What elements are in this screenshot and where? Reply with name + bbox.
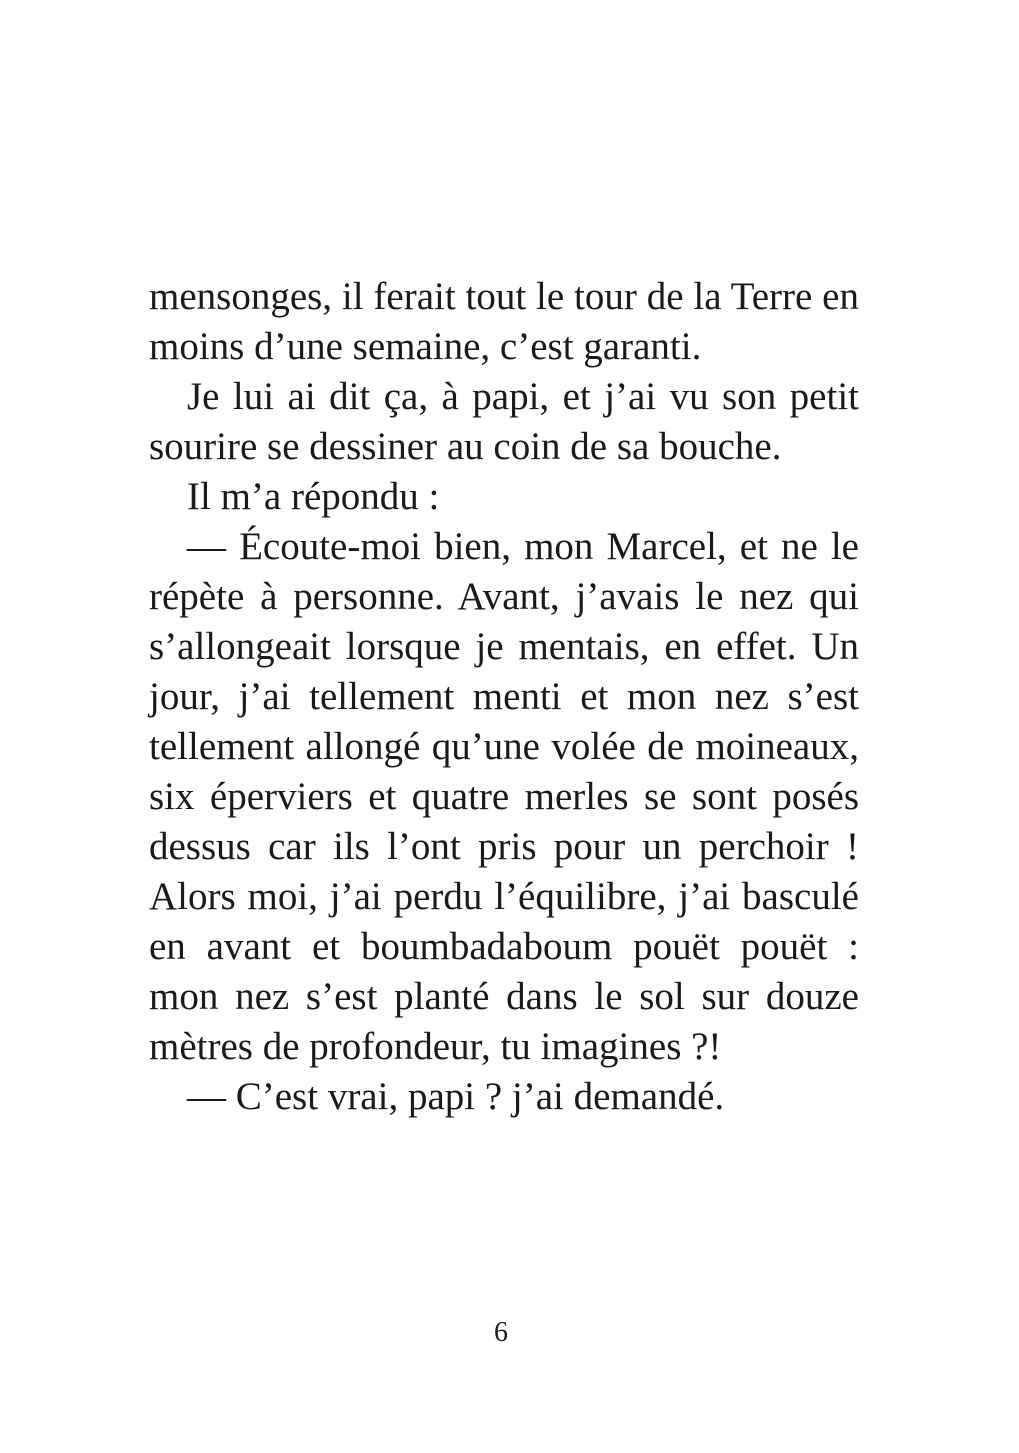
body-text <box>149 272 859 1122</box>
paragraph-papi-smile: Je lui ai dit ça, à papi, et j’ai vu son petit sourire se dessiner au coin de sa bouche. <box>149 375 859 468</box>
dialogue-marcel-question: — C’est vrai, papi ? j’ai demandé. <box>187 1075 725 1118</box>
dialogue-papi-story: — Écoute-moi bien, mon Marcel, et ne le répète à personne. Avant, j’avais le nez qui s’allongeait lorsque je mentais, en effet. Un jour, j’ai tellement menti et mon nez s’est tellement allongé qu’une volée de moineaux, six éperviers et quatre merles se sont posés dessus car ils l’ont pris pour un perchoir ! Alors moi, j’ai perdu l’équilibre, j’ai basculé en avant et boumbadaboum pouët pouët : mon nez s’est planté dans le sol sur douze mètres de profondeur, tu imagines ?! <box>149 525 859 1068</box>
paragraph-reply-intro: Il m’a répondu : <box>187 475 440 518</box>
page-number: 6 <box>494 1317 508 1348</box>
paragraph-continuation: mensonges, il ferait tout le tour de la Terre en moins d’une semaine, c’est garanti. <box>149 275 859 368</box>
